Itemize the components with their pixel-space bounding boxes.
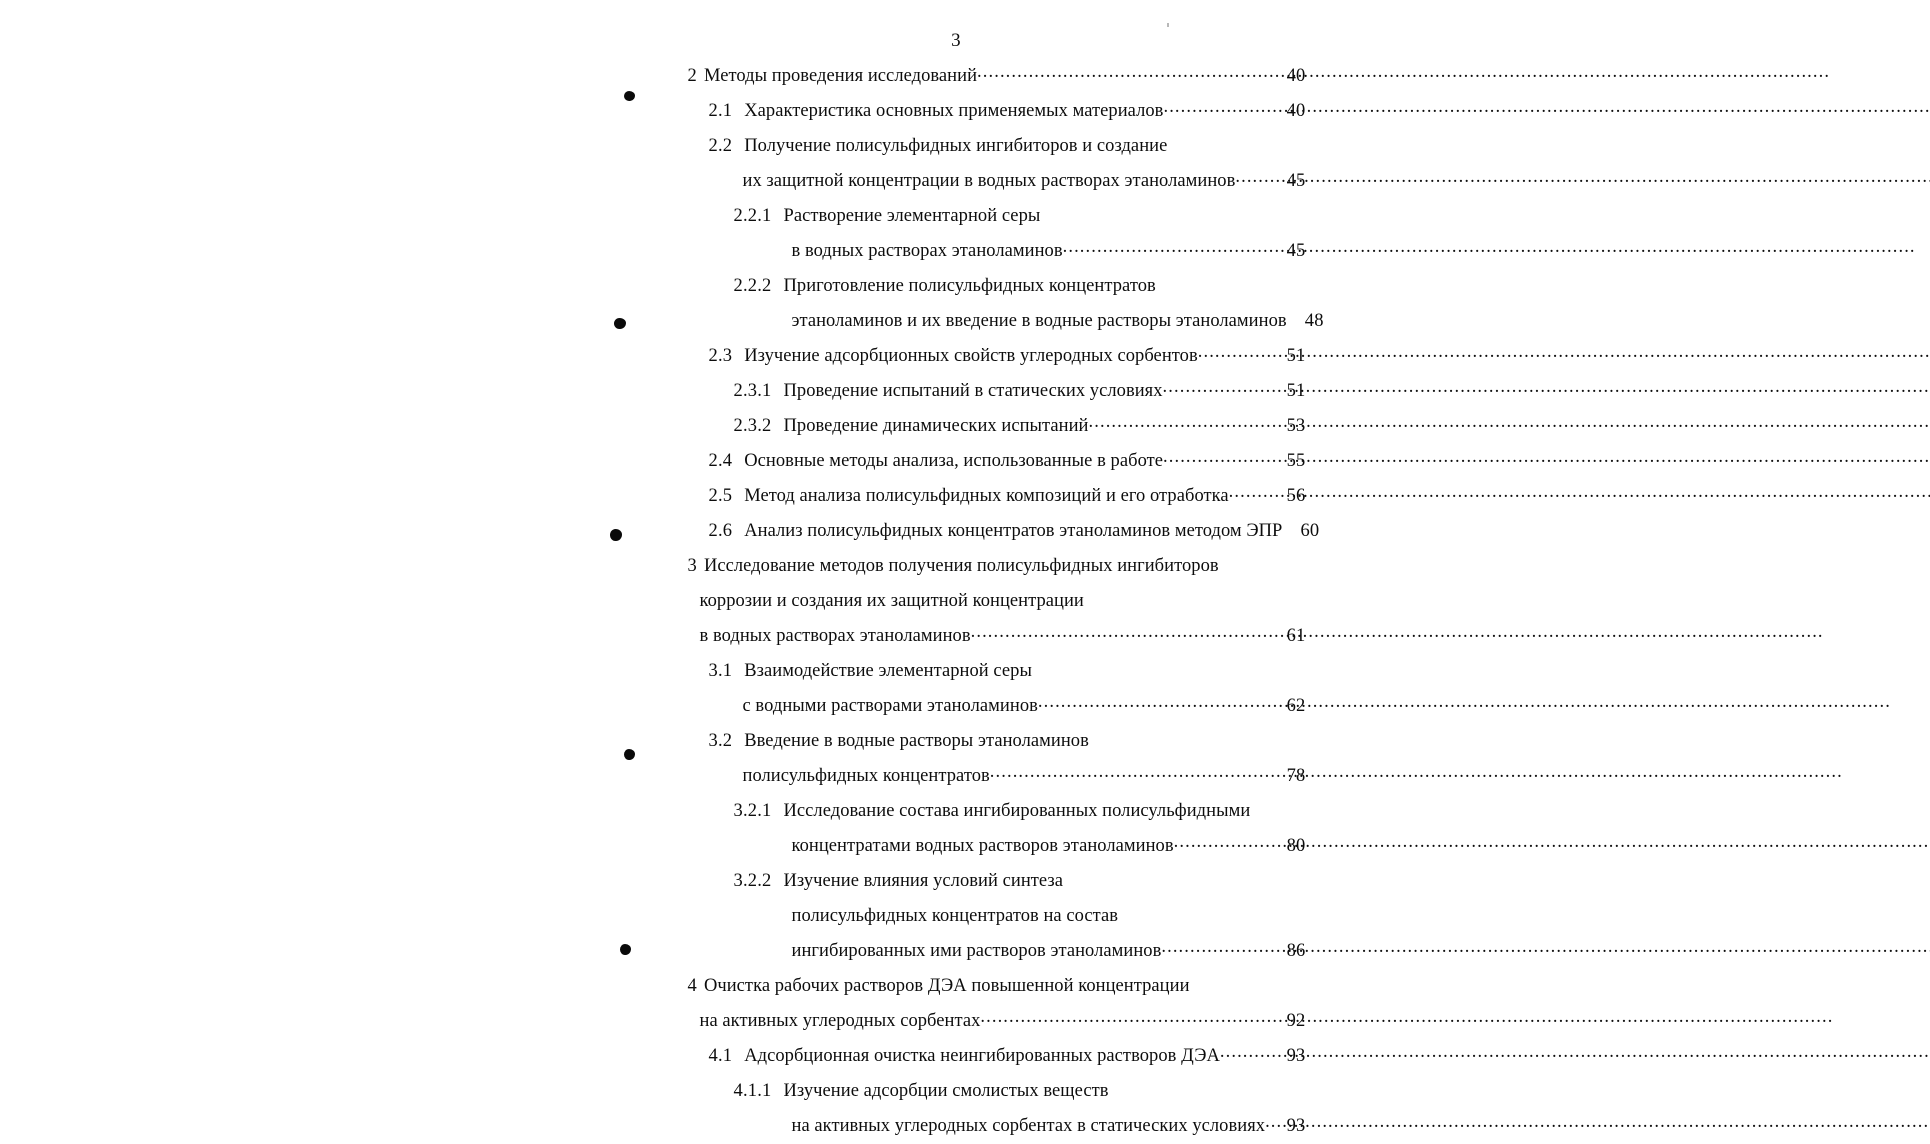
toc-dot-leader	[980, 1008, 1268, 1027]
toc-dot-leader	[1089, 728, 1269, 747]
toc-entry-number: 2.3.2	[733, 416, 772, 436]
toc-entry-label: с водными растворами этаноламинов	[742, 696, 1038, 716]
toc-dot-leader	[1161, 938, 1268, 957]
toc-entry-number: 2.6	[708, 521, 733, 541]
toc-entry-page-number: 60	[1300, 521, 1320, 541]
toc-entry-label: Проведение динамических испытаний	[783, 416, 1089, 436]
toc-entry-label: Приготовление полисульфидных концентратов	[783, 276, 1156, 296]
toc-entry-label: полисульфидных концентратов	[742, 766, 990, 786]
toc-entry-number: 4.1.1	[733, 1081, 772, 1101]
toc-entry-page-number: 55	[1286, 451, 1306, 471]
toc-entry[interactable]	[566, 724, 1306, 759]
toc-entry[interactable]	[566, 164, 1306, 199]
toc-entry[interactable]	[566, 94, 1306, 129]
toc-entry[interactable]	[566, 794, 1306, 829]
toc-entry-page-number: 48	[1304, 311, 1324, 331]
toc-entry-label: Основные методы анализа, использованные в работе	[744, 451, 1164, 471]
toc-dot-leader	[1229, 483, 1269, 502]
toc-dot-leader	[1265, 1113, 1268, 1132]
toc-entry-page-number: 86	[1286, 941, 1306, 961]
toc-entry[interactable]	[566, 1004, 1306, 1039]
scan-speck	[1167, 23, 1169, 27]
toc-entry[interactable]	[566, 479, 1306, 514]
toc-entry[interactable]	[566, 654, 1306, 689]
toc-entry-number: 3.1	[708, 661, 733, 681]
scanned-toc-page	[566, 0, 1365, 1136]
toc-entry[interactable]	[566, 409, 1306, 444]
toc-dot-leader	[1250, 798, 1268, 817]
toc-entry-page-number: 45	[1286, 171, 1306, 191]
toc-dot-leader	[1219, 553, 1269, 572]
toc-entry-page-number: 51	[1286, 381, 1306, 401]
toc-entry-label: полисульфидных концентратов на состав	[791, 906, 1119, 926]
toc-entry[interactable]	[566, 1074, 1306, 1109]
toc-entry-label: Адсорбционная очистка неингибированных растворов ДЭА	[744, 1046, 1220, 1066]
toc-entry-page-number: 78	[1286, 766, 1306, 786]
toc-dot-leader	[1235, 168, 1268, 187]
toc-dot-leader	[990, 763, 1269, 782]
toc-entry-number: 2.5	[708, 486, 733, 506]
toc-entry-page-number: 93	[1286, 1046, 1306, 1066]
toc-entry[interactable]	[566, 129, 1306, 164]
toc-dot-leader	[1190, 973, 1269, 992]
toc-entry-page-number: 40	[1286, 101, 1306, 121]
toc-entry-page-number: 61	[1286, 626, 1306, 646]
toc-entry[interactable]	[566, 444, 1306, 479]
toc-entry-page-number: 40	[1286, 66, 1306, 86]
toc-entry-page-number: 51	[1286, 346, 1306, 366]
toc-dot-leader	[1109, 1078, 1269, 1097]
page-number-header: 3	[951, 30, 961, 51]
toc-dot-leader	[1163, 98, 1268, 117]
toc-entry-number: 2.2.1	[733, 206, 772, 226]
toc-entry-label: Анализ полисульфидных концентратов этаноламинов методом ЭПР	[744, 521, 1283, 541]
toc-dot-leader	[1220, 1043, 1269, 1062]
toc-dot-leader	[1063, 868, 1268, 887]
toc-entry-label: Изучение влияния условий синтеза	[783, 871, 1064, 891]
toc-entry-page-number: 56	[1286, 486, 1306, 506]
toc-entry-label: Изучение адсорбционных свойств углеродных сорбентов	[744, 346, 1198, 366]
toc-dot-leader	[1032, 658, 1269, 677]
toc-entry-label: этаноламинов и их введение в водные растворы этаноламинов	[791, 311, 1287, 331]
toc-entry-number: 2.3.1	[733, 381, 772, 401]
toc-entry-number: 2.2	[708, 136, 733, 156]
toc-entry-label: Введение в водные растворы этаноламинов	[744, 731, 1089, 751]
toc-dot-leader	[1038, 693, 1269, 712]
toc-entry[interactable]	[566, 1109, 1306, 1144]
toc-entry-label: Получение полисульфидных ингибиторов и создание	[744, 136, 1168, 156]
toc-dot-leader	[1084, 588, 1269, 607]
toc-entry[interactable]	[566, 199, 1306, 234]
toc-dot-leader	[1089, 413, 1269, 432]
toc-entry-label: Характеристика основных применяемых материалов	[744, 101, 1164, 121]
toc-dot-leader	[1163, 448, 1268, 467]
toc-entry-label: в водных растворах этаноламинов	[791, 241, 1063, 261]
toc-entry[interactable]	[566, 234, 1306, 269]
toc-dot-leader	[971, 623, 1269, 642]
toc-entry-number: 4	[687, 976, 697, 996]
toc-entry[interactable]	[566, 304, 1324, 339]
toc-entry-page-number: 80	[1286, 836, 1306, 856]
toc-entry-label: Исследование методов получения полисульфидных ингибиторов	[703, 556, 1219, 576]
toc-entry-label: Метод анализа полисульфидных композиций и его отработка	[744, 486, 1229, 506]
toc-entry-label: на активных углеродных сорбентах	[699, 1011, 981, 1031]
toc-entry-number: 2.1	[708, 101, 733, 121]
toc-entry[interactable]	[566, 549, 1306, 584]
table-of-contents-list	[566, 59, 1365, 1144]
toc-entry-label: концентратами водных растворов этаноламинов	[791, 836, 1174, 856]
toc-entry[interactable]	[566, 759, 1306, 794]
toc-entry-label: Методы проведения исследований	[703, 66, 978, 86]
toc-entry-page-number: 53	[1286, 416, 1306, 436]
toc-entry-label: в водных растворах этаноламинов	[699, 626, 971, 646]
toc-entry[interactable]	[566, 1039, 1306, 1074]
toc-entry[interactable]	[566, 689, 1306, 724]
toc-entry[interactable]	[566, 59, 1306, 94]
toc-entry-number: 3.2	[708, 731, 733, 751]
toc-entry[interactable]	[566, 969, 1306, 1004]
toc-entry-label: ингибированных ими растворов этаноламинов	[791, 941, 1162, 961]
toc-entry-label: на активных углеродных сорбентах в статических условиях	[791, 1116, 1266, 1136]
toc-entry-number: 2.2.2	[733, 276, 772, 296]
toc-entry-number: 2	[687, 66, 697, 86]
toc-entry-number: 3	[687, 556, 697, 576]
toc-entry-page-number: 45	[1286, 241, 1306, 261]
toc-dot-leader	[1198, 343, 1269, 362]
toc-entry-number: 3.2.2	[733, 871, 772, 891]
toc-entry-number: 2.3	[708, 346, 733, 366]
toc-entry-number: 4.1	[708, 1046, 733, 1066]
toc-entry-number: 2.4	[708, 451, 733, 471]
toc-dot-leader	[1040, 203, 1268, 222]
toc-dot-leader	[977, 63, 1268, 82]
toc-entry-label: их защитной концентрации в водных растворах этаноламинов	[742, 171, 1236, 191]
toc-entry[interactable]	[566, 584, 1306, 619]
toc-dot-leader	[1156, 273, 1269, 292]
toc-entry[interactable]	[566, 514, 1320, 549]
toc-dot-leader	[1063, 238, 1269, 257]
toc-entry-number: 3.2.1	[733, 801, 772, 821]
toc-entry-label: коррозии и создания их защитной концентрации	[699, 591, 1084, 611]
toc-entry[interactable]	[566, 339, 1306, 374]
toc-entry[interactable]	[566, 934, 1306, 969]
toc-dot-leader	[1163, 378, 1269, 397]
toc-entry-label: Проведение испытаний в статических условиях	[783, 381, 1163, 401]
toc-entry-page-number: 92	[1286, 1011, 1306, 1031]
toc-entry[interactable]	[566, 619, 1306, 654]
toc-dot-leader	[1118, 903, 1268, 922]
toc-entry-label: Исследование состава ингибированных полисульфидными	[783, 801, 1251, 821]
toc-entry[interactable]	[566, 269, 1306, 304]
toc-entry-label: Очистка рабочих растворов ДЭА повышенной концентрации	[703, 976, 1190, 996]
toc-entry[interactable]	[566, 829, 1306, 864]
toc-entry-label: Растворение элементарной серы	[783, 206, 1041, 226]
toc-entry-page-number: 93	[1286, 1116, 1306, 1136]
toc-dot-leader	[1174, 833, 1269, 852]
toc-entry[interactable]	[566, 374, 1306, 409]
toc-entry-label: Взаимодействие элементарной серы	[744, 661, 1032, 681]
toc-entry[interactable]	[566, 864, 1306, 899]
toc-entry-page-number: 62	[1286, 696, 1306, 716]
toc-entry[interactable]	[566, 899, 1306, 934]
toc-dot-leader	[1167, 133, 1268, 152]
toc-entry-label: Изучение адсорбции смолистых веществ	[783, 1081, 1109, 1101]
